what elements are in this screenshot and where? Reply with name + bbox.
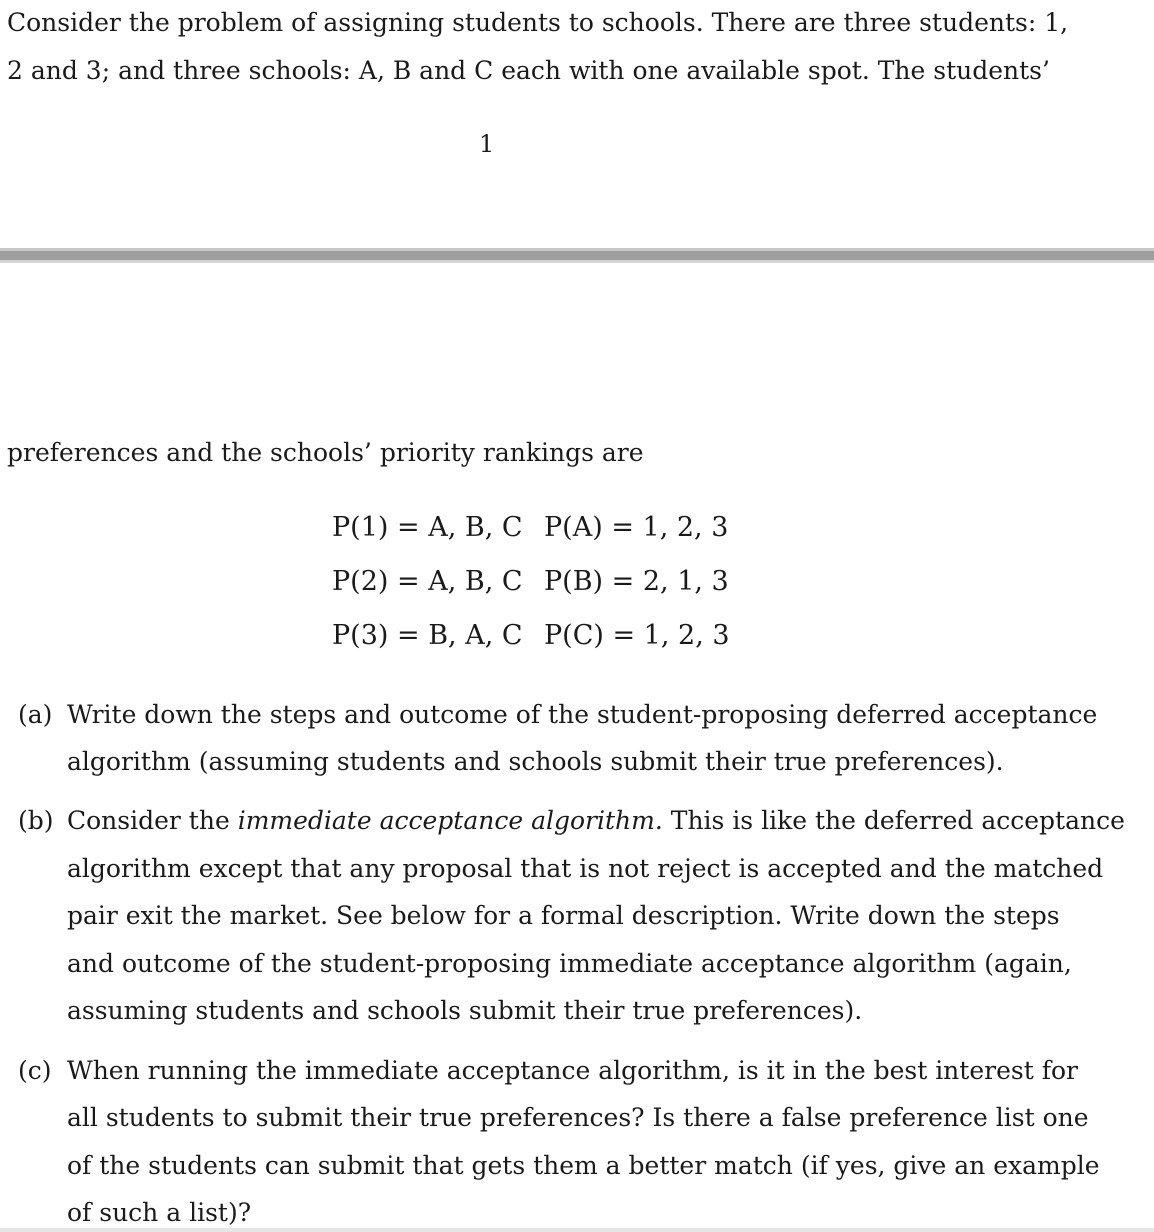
question-a-line: algorithm (assuming students and schools submit their true preferences).: [67, 747, 1004, 776]
preference-row: [332, 512, 728, 543]
question-label-b: (b): [18, 806, 54, 835]
question-b-line: [67, 806, 1125, 835]
student-preference: P(1) = A, B, C: [332, 512, 523, 543]
school-priority: P(B) = 2, 1, 3: [544, 566, 729, 597]
page-number: 1: [479, 130, 495, 158]
preference-row: [332, 620, 730, 651]
question-label-a: (a): [18, 700, 53, 729]
student-preference: P(3) = B, A, C: [332, 620, 523, 651]
question-b-line: assuming students and schools submit their true preferences).: [67, 996, 863, 1025]
page-divider: [0, 248, 1154, 263]
question-b-line: algorithm except that any proposal that is not reject is accepted and the matched: [67, 854, 1104, 883]
student-preference: P(2) = A, B, C: [332, 566, 523, 597]
text-line: Consider the problem of assigning students to schools. There are three students: 1,: [7, 8, 1069, 37]
intro-text: preferences and the schools’ priority rankings are: [7, 438, 644, 467]
page-bottom-edge: [0, 1228, 1154, 1232]
question-b-emphasis: immediate acceptance algorithm.: [237, 806, 663, 835]
preference-row: [332, 566, 729, 597]
question-c-line: of such a list)?: [67, 1198, 252, 1227]
question-a-line: Write down the steps and outcome of the student-proposing deferred acceptance: [67, 700, 1098, 729]
question-b-suffix: This is like the deferred acceptance: [670, 806, 1125, 835]
school-priority: P(A) = 1, 2, 3: [544, 512, 729, 543]
question-c-line: of the students can submit that gets them a better match (if yes, give an example: [67, 1151, 1100, 1180]
question-b-prefix: Consider the: [67, 806, 230, 835]
text-line: 2 and 3; and three schools: A, B and C each with one available spot. The students’: [7, 56, 1050, 85]
question-c-line: all students to submit their true preferences? Is there a false preference list one: [67, 1103, 1089, 1132]
question-b-line: pair exit the market. See below for a formal description. Write down the steps: [67, 901, 1060, 930]
question-c-line: When running the immediate acceptance algorithm, is it in the best interest for: [67, 1056, 1078, 1085]
question-label-c: (c): [18, 1056, 52, 1085]
school-priority: P(C) = 1, 2, 3: [544, 620, 730, 651]
question-b-line: and outcome of the student-proposing immediate acceptance algorithm (again,: [67, 949, 1072, 978]
